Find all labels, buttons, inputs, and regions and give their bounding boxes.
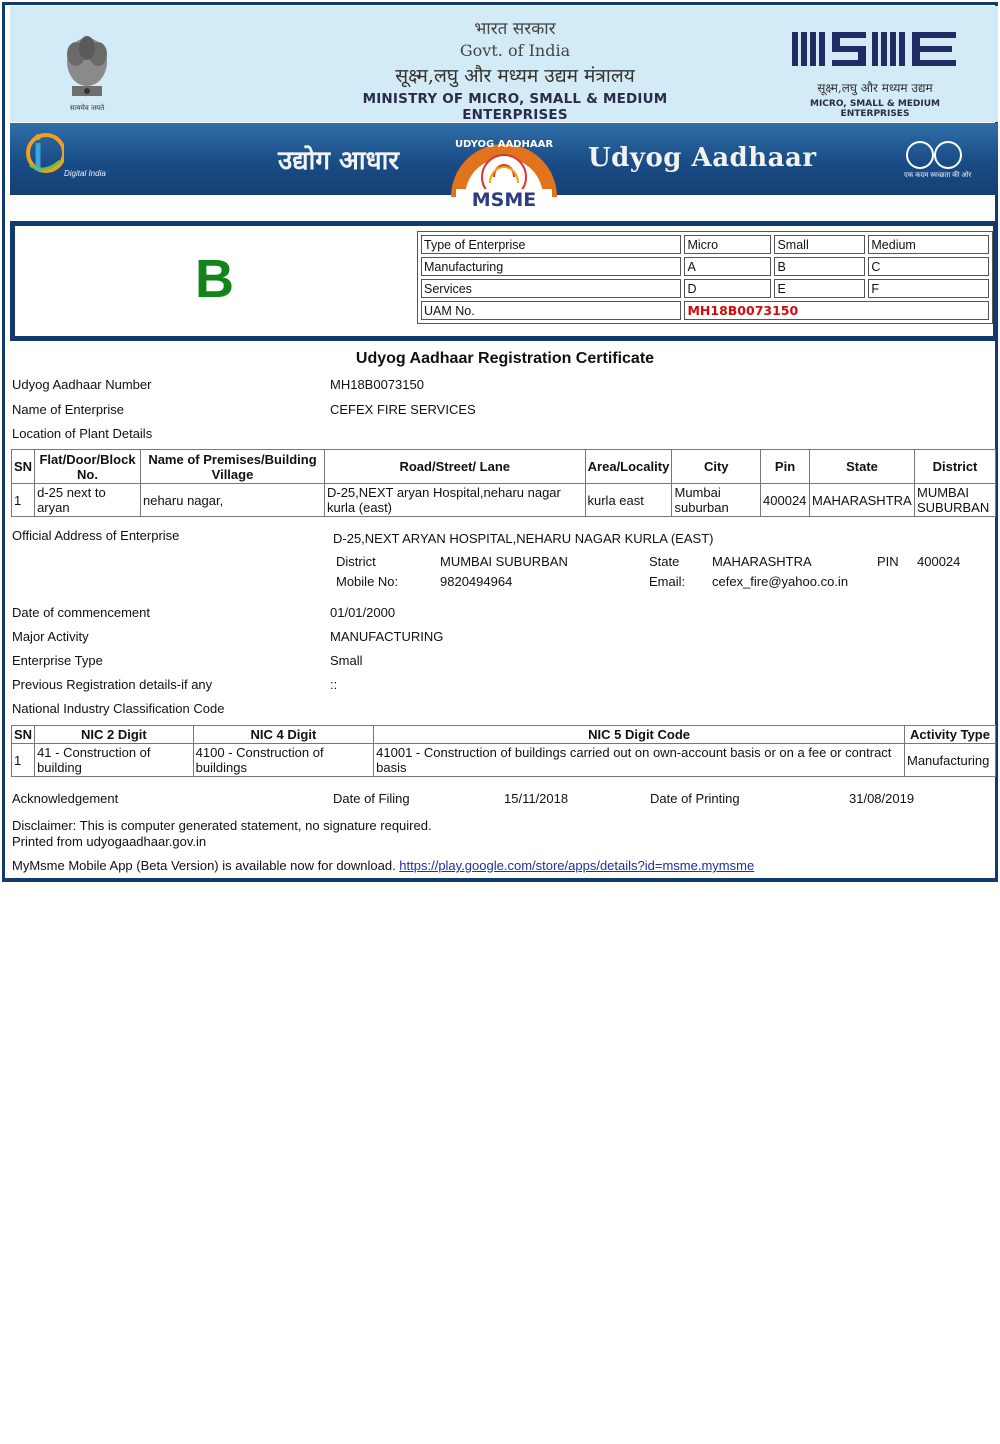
filing-date-label: Date of Filing <box>333 791 410 806</box>
table-cell: 1 <box>12 484 35 517</box>
official-address-value: D-25,NEXT ARYAN HOSPITAL,NEHARU NAGAR KURLA (EAST) <box>333 531 714 546</box>
district-label: District <box>336 554 376 569</box>
table-header: Road/Street/ Lane <box>324 450 585 484</box>
acknowledgement-label: Acknowledgement <box>12 791 119 806</box>
category-cell: Micro <box>684 235 771 254</box>
district-value: MUMBAI SUBURBAN <box>440 554 568 569</box>
commencement-value: 01/01/2000 <box>330 605 396 620</box>
disclaimer-text: Disclaimer: This is computer generated statement, no signature required. <box>12 818 432 833</box>
digital-india-logo-icon <box>24 131 64 177</box>
table-cell: 41 - Construction of building <box>35 744 194 777</box>
category-cell: F <box>868 279 989 298</box>
uan-value: MH18B0073150 <box>330 377 424 392</box>
previous-registration-value: :: <box>330 677 338 692</box>
gov-hindi-text: भारत सरकार <box>474 19 556 39</box>
ministry-english-text: MINISTRY OF MICRO, SMALL & MEDIUM ENTERPRISES <box>362 91 668 123</box>
nic-label: National Industry Classification Code <box>12 701 225 716</box>
table-cell: MUMBAI SUBURBAN <box>915 484 996 517</box>
category-cell: A <box>684 257 771 276</box>
svg-text:सत्यमेव जयते: सत्यमेव जयते <box>69 104 105 112</box>
major-activity-label: Major Activity <box>12 629 89 644</box>
table-header: SN <box>12 450 35 484</box>
pin-label: PIN <box>877 554 899 569</box>
table-header: City <box>672 450 761 484</box>
app-download-line <box>12 858 754 873</box>
official-address-label: Official Address of Enterprise <box>12 528 180 543</box>
category-table <box>417 231 993 324</box>
commencement-label: Date of commencement <box>12 605 151 620</box>
msme-logo-icon <box>790 30 960 70</box>
table-cell: neharu nagar, <box>140 484 324 517</box>
uan-label: Udyog Aadhaar Number <box>12 377 152 392</box>
national-emblem-icon <box>56 24 118 118</box>
state-value: MAHARASHTRA <box>712 554 812 569</box>
swachh-bharat-logo-icon <box>902 139 966 171</box>
mobile-value: 9820494964 <box>440 574 513 589</box>
table-cell: Mumbai suburban <box>672 484 761 517</box>
ministry-hindi-text: सूक्ष्म,लघु और मध्यम उद्यम मंत्रालय <box>395 65 635 87</box>
table-header: SN <box>12 726 35 744</box>
table-cell: 4100 - Construction of buildings <box>193 744 374 777</box>
table-cell: D-25,NEXT aryan Hospital,neharu nagar kurla (east) <box>324 484 585 517</box>
digital-india-text: Digital India <box>64 169 106 178</box>
uam-label: UAM No. <box>421 301 681 320</box>
svg-text:MSME: MSME <box>471 189 537 209</box>
table-header: NIC 2 Digit <box>35 726 194 744</box>
table-cell: MAHARASHTRA <box>810 484 915 517</box>
category-cell: Manufacturing <box>421 257 681 276</box>
udyog-aadhaar-hindi: उद्योग आधार <box>278 146 399 176</box>
table-header: District <box>915 450 996 484</box>
enterprise-type-label: Enterprise Type <box>12 653 103 668</box>
table-header: Activity Type <box>905 726 996 744</box>
svg-text:MSME: MSME <box>790 30 793 31</box>
msme-logo <box>780 30 970 119</box>
table-cell: 41001 - Construction of buildings carried out on own-account basis or on a fee or contract basis <box>374 744 905 777</box>
msme-english-text: MICRO, SMALL & MEDIUM ENTERPRISES <box>809 99 941 119</box>
mobile-label: Mobile No: <box>336 574 399 589</box>
table-cell: d-25 next to aryan <box>35 484 141 517</box>
app-download-text: MyMsme Mobile App (Beta Version) is available now for download. <box>12 858 400 873</box>
table-header: Pin <box>761 450 810 484</box>
category-letter: B <box>195 249 234 309</box>
location-table <box>11 449 996 517</box>
table-cell: 1 <box>12 744 35 777</box>
category-cell: Small <box>774 235 865 254</box>
printed-from-text: Printed from udyogaadhaar.gov.in <box>12 834 207 849</box>
category-cell: D <box>684 279 771 298</box>
enterprise-name-value: CEFEX FIRE SERVICES <box>330 402 476 417</box>
msme-hindi-text: सूक्ष्म,लघु और मध्यम उद्यम <box>817 81 933 95</box>
category-cell: B <box>774 257 865 276</box>
previous-registration-label: Previous Registration details-if any <box>12 677 213 692</box>
gov-english-text: Govt. of India <box>459 41 571 60</box>
category-cell: E <box>774 279 865 298</box>
udyog-aadhaar-seal-icon <box>448 127 560 209</box>
uam-number: MH18B0073150 <box>684 301 989 320</box>
pin-value: 400024 <box>917 554 961 569</box>
table-header: State <box>810 450 915 484</box>
filing-date-value: 15/11/2018 <box>504 791 569 806</box>
table-cell: Manufacturing <box>905 744 996 777</box>
major-activity-value: MANUFACTURING <box>330 629 444 644</box>
certificate-title: Udyog Aadhaar Registration Certificate <box>355 350 655 367</box>
email-value: cefex_fire@yahoo.co.in <box>712 574 849 589</box>
table-header: Area/Locality <box>585 450 672 484</box>
email-label: Email: <box>649 574 686 589</box>
enterprise-category-box <box>10 221 998 341</box>
swachh-bharat-text: एक कदम स्वच्छता की ओर <box>904 172 972 179</box>
category-cell: Medium <box>868 235 989 254</box>
table-cell: 400024 <box>761 484 810 517</box>
play-store-link[interactable]: https://play.google.com/store/apps/details?id=msme.mymsme <box>399 858 755 873</box>
enterprise-type-value: Small <box>330 653 363 668</box>
table-header: Name of Premises/Building Village <box>140 450 324 484</box>
enterprise-name-label: Name of Enterprise <box>12 402 124 417</box>
table-header: Flat/Door/Block No. <box>35 450 141 484</box>
category-cell: Type of Enterprise <box>421 235 681 254</box>
printing-date-label: Date of Printing <box>650 791 740 806</box>
location-label: Location of Plant Details <box>12 426 153 441</box>
category-cell: Services <box>421 279 681 298</box>
table-cell: kurla east <box>585 484 672 517</box>
government-banner <box>10 6 998 122</box>
svg-text:UDYOG AADHAAR: UDYOG AADHAAR <box>454 139 554 150</box>
udyog-aadhaar-english: Udyog Aadhaar <box>588 143 817 173</box>
table-header: NIC 5 Digit Code <box>374 726 905 744</box>
category-cell: C <box>868 257 989 276</box>
printing-date-value: 31/08/2019 <box>849 791 915 806</box>
nic-table <box>11 725 996 777</box>
state-label: State <box>649 554 680 569</box>
table-header: NIC 4 Digit <box>193 726 374 744</box>
